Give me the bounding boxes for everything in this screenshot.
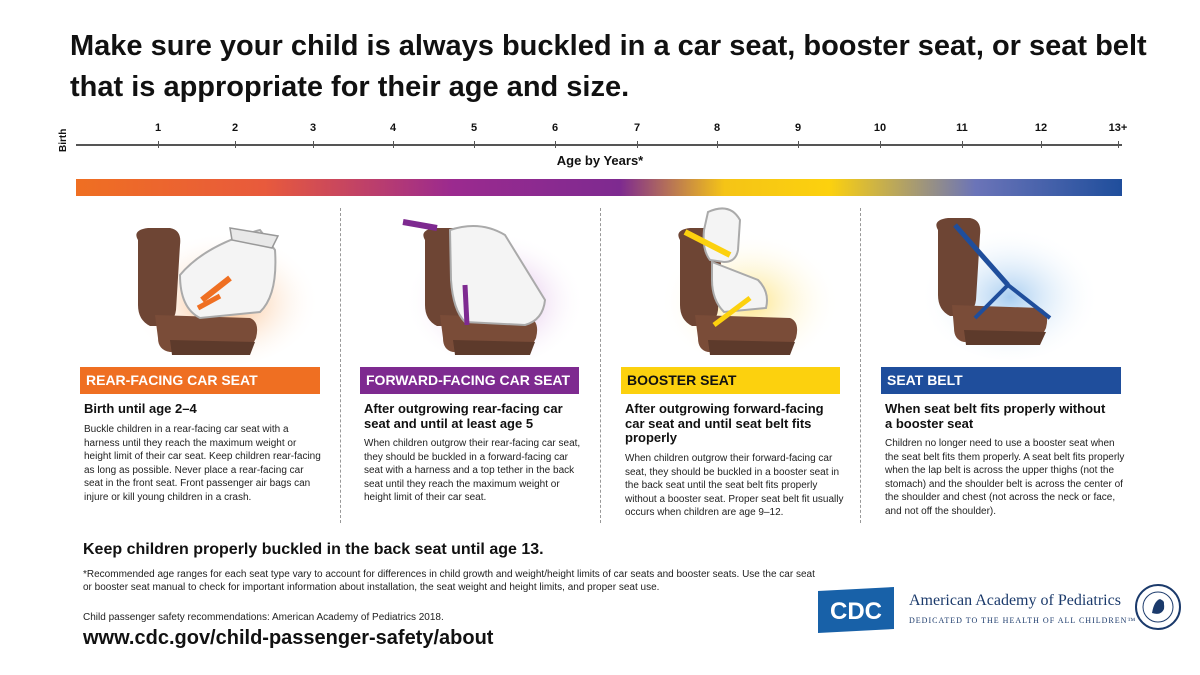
rear-facing-description: Buckle children in a rear-facing car seat with a harness until they reach the maximum weight or height limit of their car seat. Keep children rear-facing as long as possible. Never place a rear-facing car seat in the front seat. Front passenger air bags can injure or kill young children in a crash.: [84, 424, 321, 503]
booster-seat-title: After outgrowing forward-facing car seat and until seat belt fits properly: [625, 401, 824, 445]
age-timeline: [76, 122, 1128, 152]
seat-belt-banner: SEAT BELT: [881, 367, 1121, 394]
footnote: *Recommended age ranges for each seat type vary to account for differences in child growth and weight/height limits of car seats and booster seats. Use the car seat or booster seat manual to check for important information about installation, the seat weight and height limits, and proper seat use.: [83, 569, 815, 593]
axis-title: Age by Years*: [556, 153, 644, 168]
seat-belt-title: When seat belt fits properly without a booster seat: [885, 401, 1106, 431]
age-gradient-bar: [76, 179, 1122, 196]
booster-seat-illustration: [640, 200, 880, 370]
forward-facing-title: After outgrowing rear-facing car seat and until at least age 5: [364, 401, 563, 431]
headline: Make sure your child is always buckled in a car seat, booster seat, or seat belt that is appropriate for their age and size.: [70, 30, 1147, 103]
timeline-tick: 2: [215, 122, 255, 134]
rear-facing-banner: REAR-FACING CAR SEAT: [80, 367, 320, 394]
seat-belt-description: Children no longer need to use a booster seat when the seat belt fits them properly. A seat belt fits properly when the lap belt is across the upper thighs (not the stomach) and the shoulder belt is across the center of the shoulder and chest (not across the neck or face, and not off the shoulder).: [885, 438, 1125, 517]
timeline-tick: 3: [293, 122, 333, 134]
aap-seal-icon: [1134, 583, 1182, 631]
cdc-logo: [816, 585, 896, 635]
timeline-tick: 10: [860, 122, 900, 134]
booster-seat-description: When children outgrow their forward-facing car seat, they should be buckled in a booster seat in the back seat until the seat belt fits properly without a booster seat. Proper seat belt fit usually occurs when children are age 9–12.: [625, 453, 844, 519]
forward-facing-description: When children outgrow their rear-facing car seat, they should be buckled in a forward-facing car seat with a harness and a top tether in the back seat until they reach the maximum weight or height limit of their car seat.: [364, 438, 581, 504]
timeline-tick: 6: [535, 122, 575, 134]
timeline-tick: 4: [373, 122, 413, 134]
timeline-tick: 5: [454, 122, 494, 134]
cdc-logo-text: CDC: [830, 598, 882, 625]
timeline-tick: 11: [942, 122, 982, 134]
timeline-tick: 7: [617, 122, 657, 134]
aap-name: American Academy of Pediatrics: [909, 592, 1121, 609]
timeline-tick: 9: [778, 122, 818, 134]
timeline-tick: 8: [697, 122, 737, 134]
back-seat-statement: Keep children properly buckled in the back seat until age 13.: [83, 541, 544, 558]
booster-seat-banner: BOOSTER SEAT: [621, 367, 840, 394]
timeline-tick: 1: [138, 122, 178, 134]
rear-facing-title: Birth until age 2–4: [84, 401, 197, 416]
recommendation-credit: Child passenger safety recommendations: American Academy of Pediatrics 2018.: [83, 612, 444, 623]
timeline-axis: [76, 144, 1122, 146]
aap-tagline: DEDICATED TO THE HEALTH OF ALL CHILDREN™: [909, 616, 1137, 625]
rear-facing-seat-illustration: [110, 200, 350, 370]
forward-facing-banner: FORWARD-FACING CAR SEAT: [360, 367, 579, 394]
timeline-tick: 13+: [1098, 122, 1138, 134]
timeline-start-label: Birth: [58, 128, 69, 152]
forward-facing-seat-illustration: [385, 200, 625, 370]
cdc-url-link[interactable]: www.cdc.gov/child-passenger-safety/about: [83, 627, 494, 649]
seat-belt-illustration: [900, 200, 1140, 370]
timeline-tick: 12: [1021, 122, 1061, 134]
